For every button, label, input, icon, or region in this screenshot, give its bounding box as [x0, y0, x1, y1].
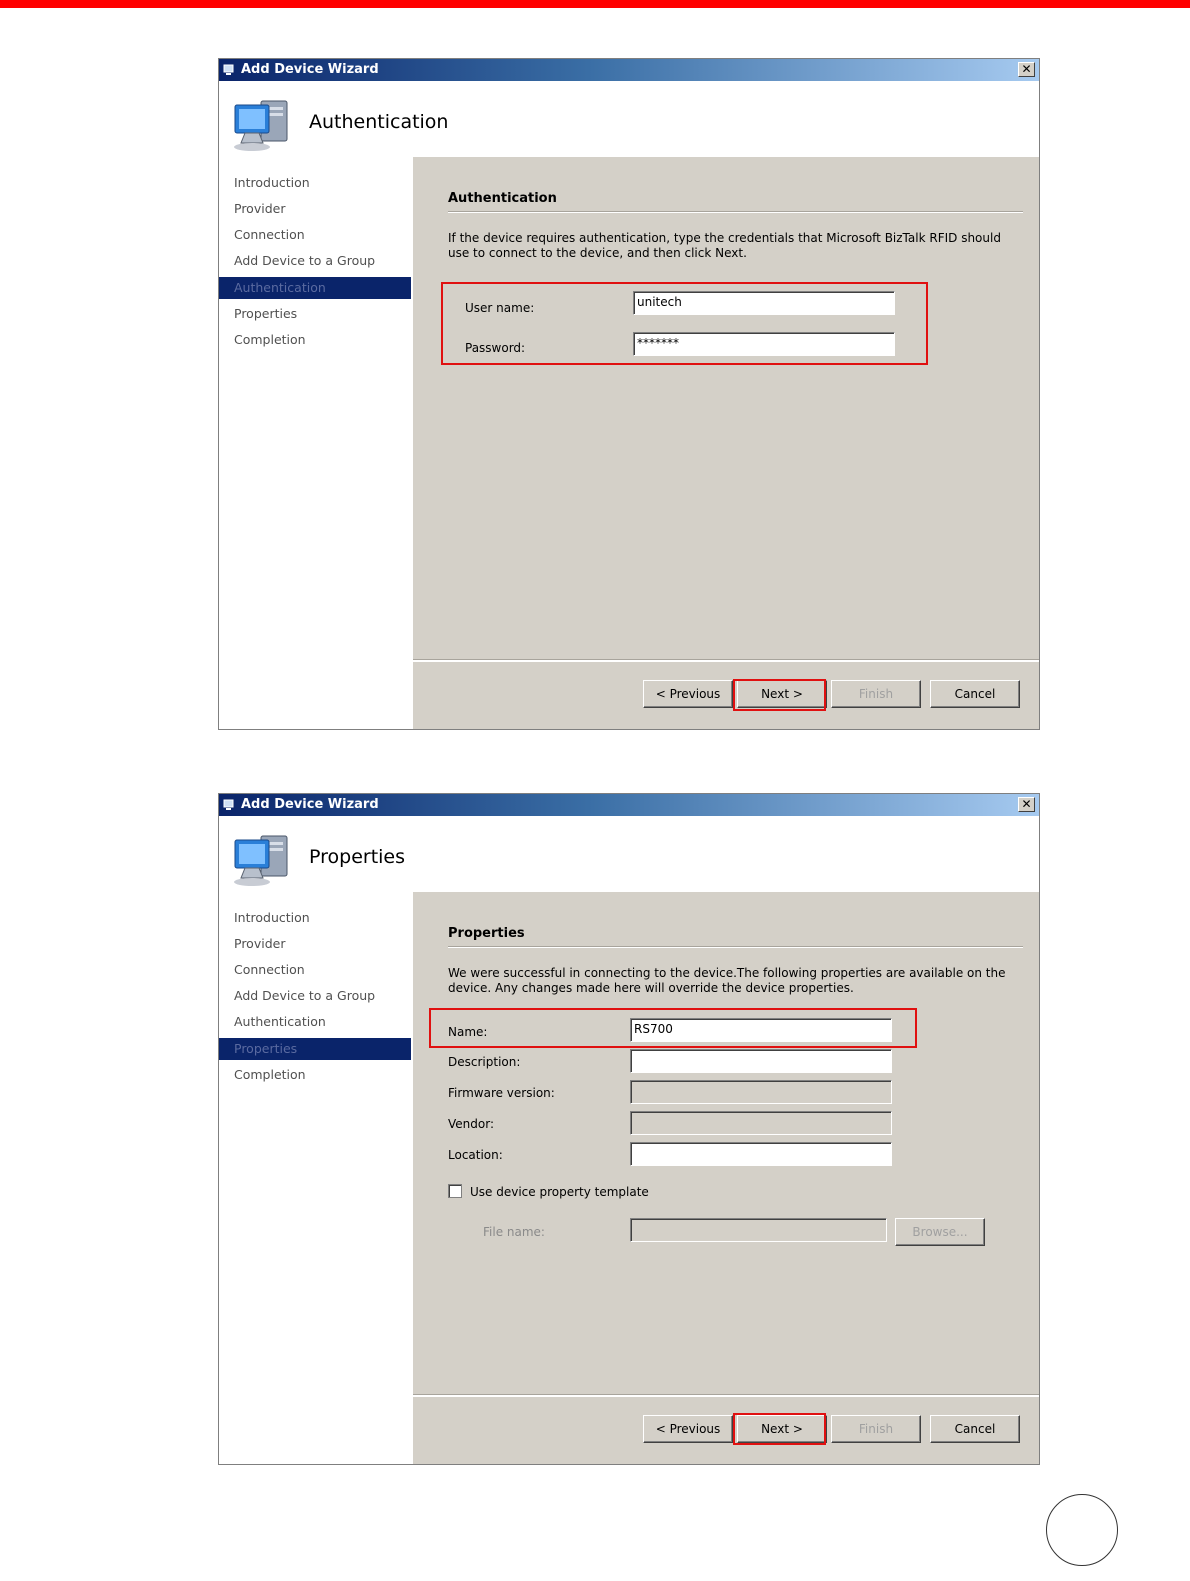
section-divider: [448, 946, 1023, 948]
wizard-icon: [223, 64, 237, 76]
finish-button[interactable]: Finish: [831, 1415, 921, 1443]
step-properties[interactable]: Properties: [234, 306, 298, 321]
section-title: Properties: [448, 926, 525, 941]
location-input[interactable]: [630, 1142, 892, 1166]
steps-sidebar: [219, 157, 413, 729]
user-name-label: User name:: [465, 301, 535, 315]
cancel-button[interactable]: Cancel: [930, 680, 1020, 708]
vendor-label: Vendor:: [448, 1117, 494, 1131]
step-introduction[interactable]: Introduction: [234, 910, 310, 925]
name-input[interactable]: RS700: [630, 1018, 892, 1042]
step-completion[interactable]: Completion: [234, 332, 306, 347]
file-name-input: [630, 1218, 887, 1242]
section-description: We were successful in connecting to the device.The following properties are available on the device. Any changes made here will override the device properties.: [448, 966, 1006, 995]
footer-divider: [413, 659, 1039, 662]
description-label: Description:: [448, 1055, 521, 1069]
section-title: Authentication: [448, 191, 557, 206]
name-label: Name:: [448, 1025, 488, 1039]
content-panel: [413, 157, 1039, 729]
browse-button[interactable]: Browse...: [895, 1218, 985, 1246]
top-red-bar: [0, 0, 1190, 8]
step-properties[interactable]: Properties: [219, 1038, 411, 1060]
steps-sidebar: [219, 892, 413, 1464]
step-add-device-to-group[interactable]: Add Device to a Group: [234, 988, 376, 1003]
page-number-circle: [1046, 1494, 1118, 1566]
section-divider: [448, 211, 1023, 213]
description-input[interactable]: [630, 1049, 892, 1073]
wizard-header: [219, 816, 1039, 892]
title-bar[interactable]: [219, 794, 1039, 816]
password-input[interactable]: *******: [633, 332, 895, 356]
step-provider[interactable]: Provider: [234, 936, 286, 951]
password-label: Password:: [465, 341, 526, 355]
wizard-icon: [223, 799, 237, 811]
header-title: Properties: [309, 846, 406, 868]
file-name-label: File name:: [483, 1225, 545, 1239]
step-connection[interactable]: Connection: [234, 227, 305, 242]
location-label: Location:: [448, 1148, 503, 1162]
firmware-version-label: Firmware version:: [448, 1086, 555, 1100]
use-template-checkbox[interactable]: [448, 1184, 462, 1198]
add-device-wizard-properties: [218, 793, 1040, 1465]
use-template-label: Use device property template: [470, 1185, 649, 1199]
finish-button[interactable]: Finish: [831, 680, 921, 708]
content-panel: [413, 892, 1039, 1464]
add-device-wizard-authentication: [218, 58, 1040, 730]
window-title: Add Device Wizard: [241, 797, 379, 812]
vendor-input: [630, 1111, 892, 1135]
close-button[interactable]: ✕: [1018, 797, 1035, 812]
close-button[interactable]: ✕: [1018, 62, 1035, 77]
step-authentication[interactable]: Authentication: [219, 277, 411, 299]
next-button[interactable]: Next >: [737, 1415, 827, 1443]
next-button[interactable]: Next >: [737, 680, 827, 708]
firmware-version-input: [630, 1080, 892, 1104]
section-description: If the device requires authentication, type the credentials that Microsoft BizTalk RFID should use to connect to the device, and then click Next.: [448, 231, 1001, 260]
user-name-input[interactable]: unitech: [633, 291, 895, 315]
computer-icon: [231, 95, 293, 153]
previous-button[interactable]: < Previous: [643, 1415, 733, 1443]
wizard-header: [219, 81, 1039, 157]
cancel-button[interactable]: Cancel: [930, 1415, 1020, 1443]
step-provider[interactable]: Provider: [234, 201, 286, 216]
computer-icon: [231, 830, 293, 888]
step-connection[interactable]: Connection: [234, 962, 305, 977]
footer-divider: [413, 1394, 1039, 1397]
window-title: Add Device Wizard: [241, 62, 379, 77]
title-bar[interactable]: [219, 59, 1039, 81]
step-authentication[interactable]: Authentication: [234, 1014, 326, 1029]
step-add-device-to-group[interactable]: Add Device to a Group: [234, 253, 376, 268]
step-introduction[interactable]: Introduction: [234, 175, 310, 190]
previous-button[interactable]: < Previous: [643, 680, 733, 708]
step-completion[interactable]: Completion: [234, 1067, 306, 1082]
header-title: Authentication: [309, 111, 449, 133]
